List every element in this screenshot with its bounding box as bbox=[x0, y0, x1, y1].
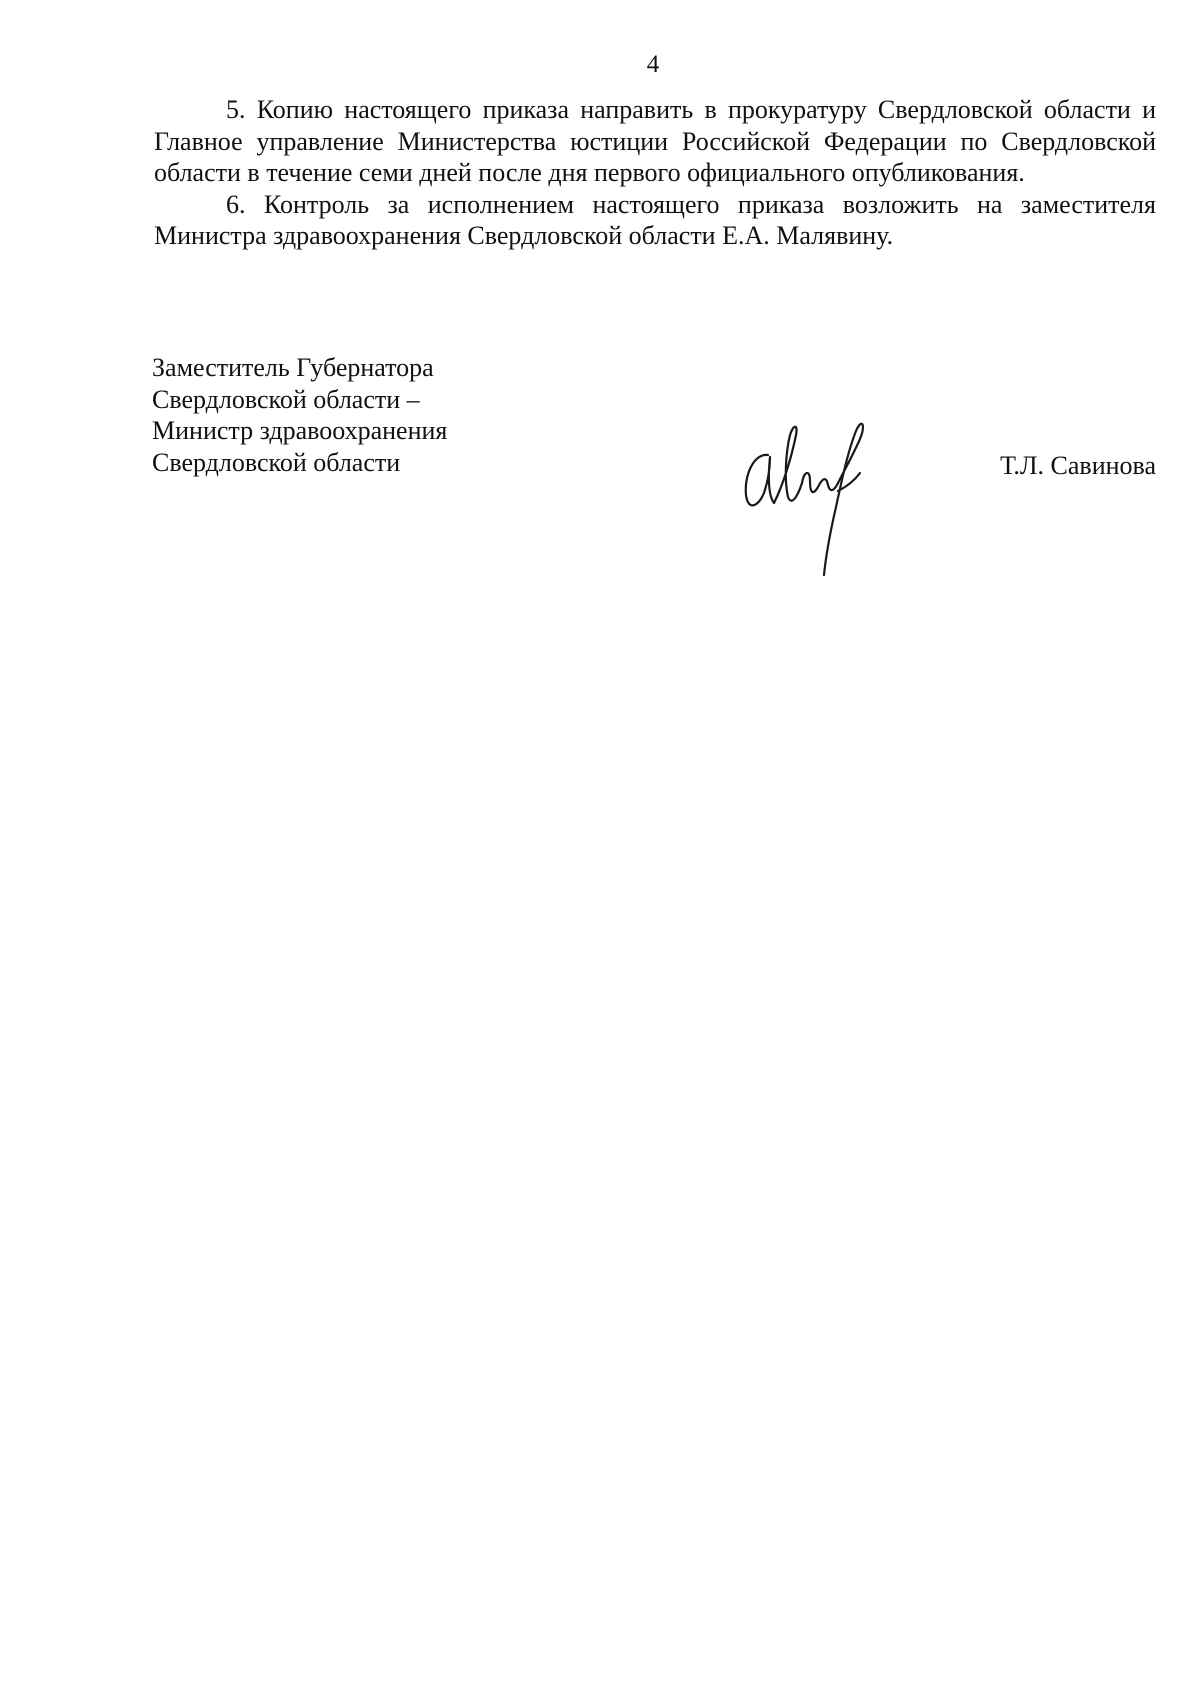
position-line: Свердловской области – bbox=[152, 384, 420, 414]
page-number: 4 bbox=[646, 51, 660, 78]
position-line: Свердловской области bbox=[152, 447, 401, 477]
position-line: Заместитель Губернатора bbox=[152, 353, 434, 382]
signatory-position bbox=[152, 352, 447, 478]
paragraph-5: 5. Копию настоящего приказа направить в прокуратуру Свердловской области и Главное управление Министерства юстиции Российской Федерации по Свердловской области в течение семи дней после дня первого официального опубликования. bbox=[154, 95, 1156, 187]
handwritten-signature-icon bbox=[740, 395, 900, 585]
paragraph-6: 6. Контроль за исполнением настоящего приказа возложить на заместителя Министра здравоохранения Свердловской области Е.А. Малявину. bbox=[154, 189, 1156, 250]
position-line: Министр здравоохранения bbox=[152, 416, 448, 445]
signer-name: Т.Л. Савинова bbox=[1000, 451, 1156, 480]
document-body bbox=[154, 94, 1156, 252]
